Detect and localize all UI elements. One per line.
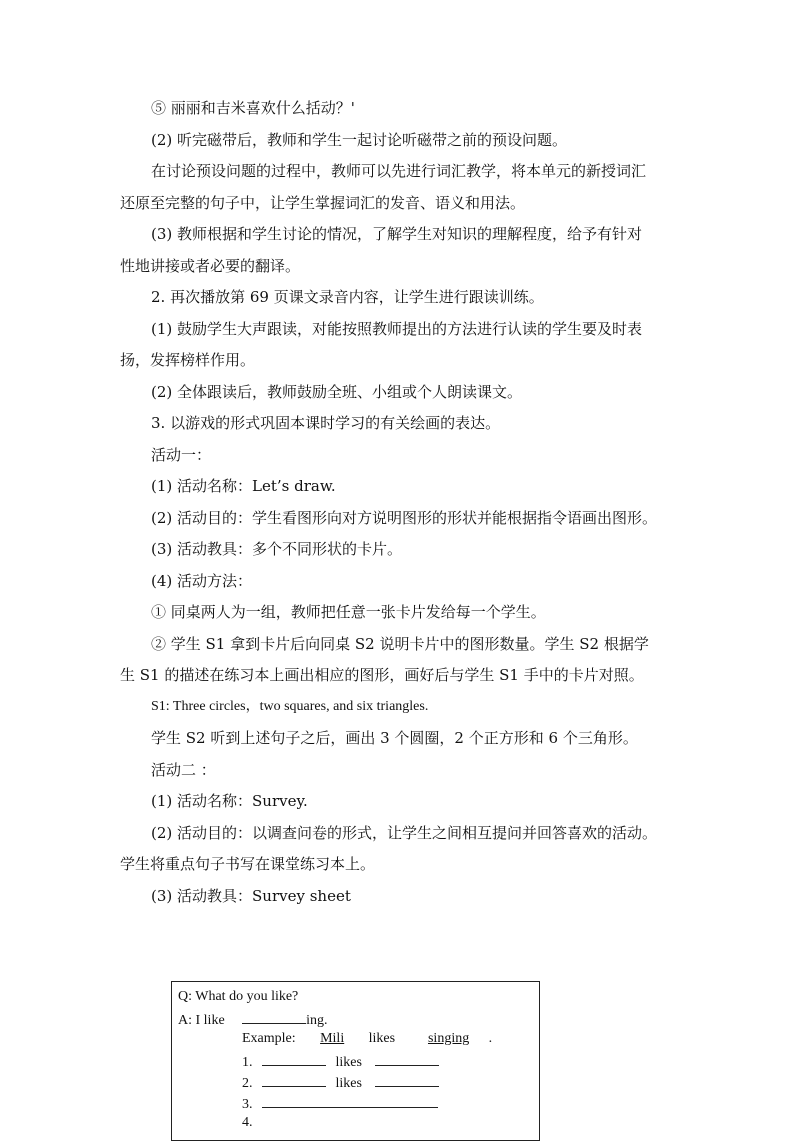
activity-blank	[375, 1051, 439, 1066]
paragraph-line: ⑤ 丽丽和吉米喜欢什么括动？'	[151, 99, 355, 117]
paragraph-line: 2. 再次播放第 69 页课文录音内容，让学生进行跟读训练。	[151, 288, 544, 306]
row-verb: likes	[335, 1076, 362, 1091]
name-blank	[262, 1051, 326, 1066]
paragraph-line: (2) 活动目的：以调查问卷的形式，让学生之间相互提问并回答喜欢的活动。	[151, 824, 658, 842]
paragraph-line: 还原至完整的句子中，让学生掌握词汇的发音、语义和用法。	[120, 194, 526, 212]
paragraph-line: 3. 以游戏的形式巩固本课时学习的有关绘画的表达。	[151, 414, 501, 432]
survey-example-row	[242, 1030, 492, 1048]
example-verb: likes	[368, 1031, 396, 1046]
paragraph-line: 性地讲接或者必要的翻译。	[120, 257, 301, 275]
name-blank	[262, 1072, 326, 1087]
paragraph-line: 扬，发挥榜样作用。	[120, 351, 256, 369]
paragraph-line: ② 学生 S1 拿到卡片后向同桌 S2 说明卡片中的图形数量。学生 S2 根据学	[151, 635, 649, 653]
example-activity: singing	[427, 1031, 470, 1046]
paragraph-line: S1: Three circles，two squares, and six triangles.	[151, 699, 429, 714]
sentence-blank	[262, 1093, 438, 1108]
paragraph-line: (1) 活动名称：Let’s draw.	[151, 477, 336, 495]
paragraph-line: 在讨论预设问题的过程中，教师可以先进行词汇教学，将本单元的新授词汇	[151, 162, 647, 180]
activity-blank	[375, 1072, 439, 1087]
survey-sheet-box	[171, 981, 540, 1141]
paragraph-line: 活动一：	[151, 446, 212, 464]
paragraph-line: (1) 鼓励学生大声跟读，对能按照教师提出的方法进行认读的学生要及时表	[151, 320, 643, 338]
survey-question: Q: What do you like?	[178, 989, 299, 1004]
answer-blank	[242, 1009, 306, 1024]
row-number: 2.	[242, 1076, 253, 1091]
row-number: 1.	[242, 1055, 253, 1070]
row-verb: likes	[335, 1055, 362, 1070]
example-name: Mili	[320, 1031, 345, 1046]
paragraph-line: (2) 活动目的：学生看图形向对方说明图形的形状并能根据指令语画出图形。	[151, 509, 658, 527]
paragraph-line: (1) 活动名称：Survey.	[151, 792, 308, 810]
paragraph-line: (3) 活动教具：多个不同形状的卡片。	[151, 540, 403, 558]
paragraph-line: (2) 全体跟读后，教师鼓励全班、小组或个人朗读课文。	[151, 383, 523, 401]
paragraph-line: 生 S1 的描述在练习本上画出相应的图形，画好后与学生 S1 手中的卡片对照。	[120, 666, 644, 684]
paragraph-line: (2) 听完磁带后，教师和学生一起讨论听磁带之前的预设问题。	[151, 131, 568, 149]
paragraph-line: 学生 S2 听到上述句子之后，画出 3 个圆圈，2 个正方形和 6 个三角形。	[151, 729, 638, 747]
paragraph-line: 活动二 ：	[151, 761, 216, 779]
answer-prefix: A: I like	[178, 1013, 225, 1028]
answer-suffix: ing.	[306, 1013, 328, 1028]
survey-row-4	[242, 1114, 253, 1132]
survey-row-1	[242, 1051, 439, 1072]
paragraph-line: ① 同桌两人为一组，教师把任意一张卡片发给每一个学生。	[151, 603, 546, 621]
paragraph-line: (4) 活动方法：	[151, 572, 253, 590]
paragraph-line: 学生将重点句子书写在课堂练习本上。	[120, 855, 376, 873]
survey-row-2	[242, 1072, 439, 1093]
paragraph-line: (3) 活动教具：Survey sheet	[151, 887, 351, 905]
row-number: 4.	[242, 1115, 253, 1130]
survey-row-3	[242, 1093, 438, 1114]
survey-answer-row	[178, 1009, 328, 1030]
example-label: Example:	[242, 1031, 296, 1046]
row-number: 3.	[242, 1097, 253, 1112]
paragraph-line: (3) 教师根据和学生讨论的情况，了解学生对知识的理解程度，给予有针对	[151, 225, 643, 243]
example-end: .	[488, 1031, 493, 1046]
